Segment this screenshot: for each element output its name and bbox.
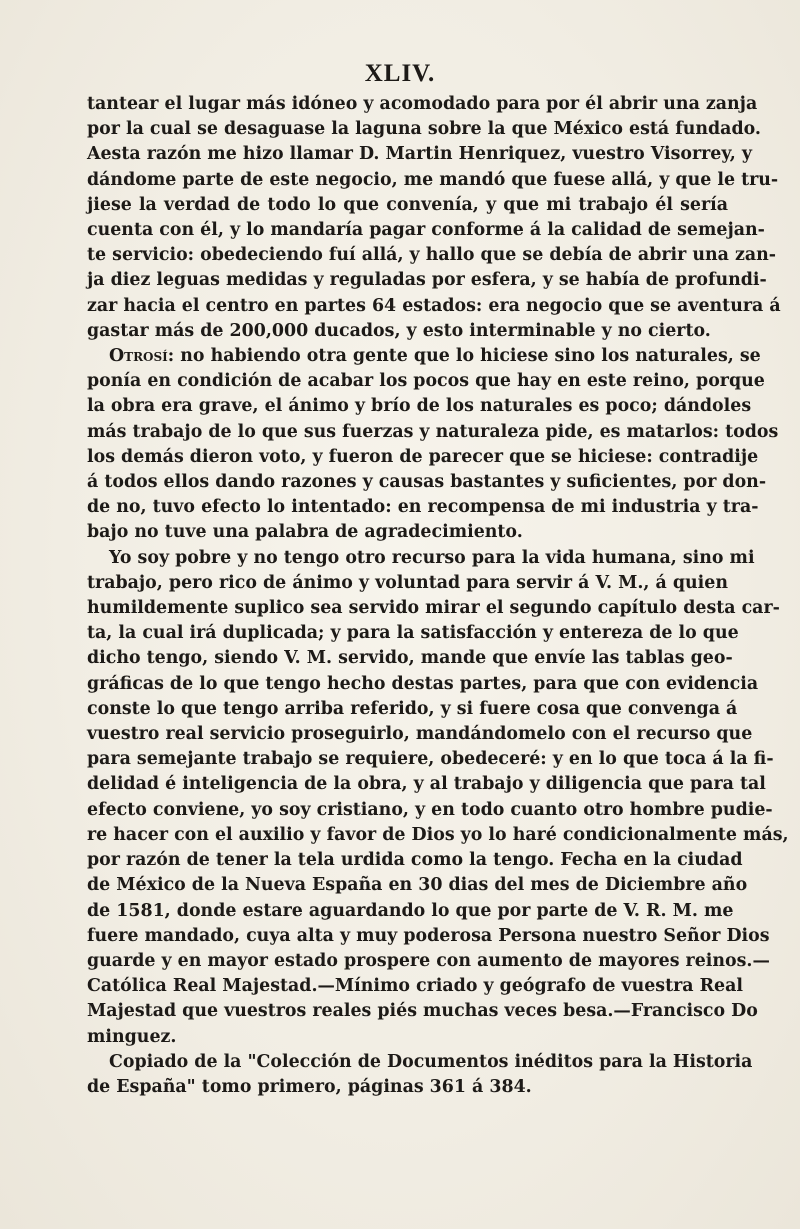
text-line: Yo soy pobre y no tengo otro recurso para la vida humana, sino mi [109, 547, 755, 568]
text-line: conste lo que tengo arriba referido, y si fuere cosa que convenga á [87, 698, 738, 719]
text-line: jiese la verdad de todo lo que convenía, y que mi trabajo él sería [87, 194, 728, 215]
text-line: tantear el lugar más idóneo y acomodado para por él abrir una zanja [87, 94, 758, 114]
text-line: te servicio: obedeciendo fuí allá, y hallo que se debía de abrir una zan- [87, 245, 776, 266]
paragraph-1 [87, 92, 781, 344]
text-line: de México de la Nueva España en 30 dias del mes de Diciembre año [87, 875, 748, 896]
text-line: bajo no tuve una palabra de agradecimiento. [87, 522, 523, 543]
text-line: dicho tengo, siendo V. M. servido, mande que envíe las tablas geo- [87, 648, 733, 669]
text-line: ponía en condición de acabar los pocos que hay en este reino, porque [87, 371, 765, 392]
text-line: Majestad que vuestros reales piés muchas veces besa.—Francisco Do [87, 1001, 758, 1022]
text-line: vuestro real servicio proseguirlo, mandándomelo con el recurso que [87, 724, 753, 745]
text-line: por razón de tener la tela urdida como la tengo. Fecha en la ciudad [87, 850, 743, 871]
text-line: gastar más de 200,000 ducados, y esto interminable y no cierto. [87, 320, 711, 341]
text-line: humildemente suplico sea servido mirar el segundo capítulo desta car- [87, 598, 780, 619]
text-line: ja diez leguas medidas y reguladas por esfera, y se había de profundi- [87, 270, 767, 291]
text-line: guarde y en mayor estado prospere con aumento de mayores reinos.— [87, 950, 770, 971]
text-line: ta, la cual irá duplicada; y para la satisfacción y entereza de lo que [87, 623, 739, 644]
text-line: Católica Real Majestad.—Mínimo criado y geógrafo de vuestra Real [87, 976, 743, 997]
text-line: minguez. [87, 1026, 177, 1047]
text-line: zar hacia el centro en partes 64 estados: era negocio que se aventura á [87, 295, 781, 316]
text-line: más trabajo de lo que sus fuerzas y naturaleza pide, es matarlos: todos [87, 421, 779, 442]
source-note [87, 1050, 753, 1100]
paragraph-lead: Otrosí: [109, 346, 175, 367]
text-line: de España" tomo primero, páginas 361 á 384. [87, 1076, 532, 1097]
text-line: fuere mandado, cuya alta y muy poderosa Persona nuestro Señor Dios [87, 925, 770, 946]
text-line: cuenta con él, y lo mandaría pagar conforme á la calidad de semejan- [87, 220, 765, 241]
text-line: delidad é inteligencia de la obra, y al trabajo y diligencia que para tal [87, 774, 766, 795]
text-line: por la cual se desaguase la laguna sobre la que México está fundado. [87, 119, 761, 140]
text-line: Copiado de la "Colección de Documentos inéditos para la Historia [109, 1051, 753, 1072]
text-line: gráficas de lo que tengo hecho destas partes, para que con evidencia [87, 673, 759, 694]
paragraph-2 [87, 344, 779, 546]
text-line: para semejante trabajo se requiere, obedeceré: y en lo que toca á la fi- [87, 749, 774, 770]
page-number: XLIV. [364, 60, 436, 87]
text-line [87, 344, 761, 369]
text-line: re hacer con el auxilio y favor de Dios yo lo haré condicionalmente más, [87, 824, 789, 845]
text-line: la obra era grave, el ánimo y brío de los naturales es poco; dándoles [87, 396, 752, 417]
text-line: efecto conviene, yo soy cristiano, y en todo cuanto otro hombre pudie- [87, 799, 773, 820]
text-line: dándome parte de este negocio, me mandó que fuese allá, y que le tru- [87, 169, 779, 190]
text-line: Aesta razón me hizo llamar D. Martin Henriquez, vuestro Visorrey, y [87, 144, 753, 165]
paragraph-3 [87, 546, 789, 1050]
text-line: los demás dieron voto, y fueron de parecer que se hiciese: contradije [87, 446, 759, 467]
text-line: de 1581, donde estare aguardando lo que por parte de V. R. M. me [87, 900, 734, 921]
text-line-rest: no habiendo otra gente que lo hiciese sino los naturales, se [174, 346, 761, 367]
body-text [87, 92, 789, 1100]
text-line: á todos ellos dando razones y causas bastantes y suficientes, por don- [87, 472, 767, 493]
text-line: trabajo, pero rico de ánimo y voluntad para servir á V. M., á quien [87, 572, 728, 593]
text-line: de no, tuvo efecto lo intentado: en recompensa de mi industria y tra- [87, 497, 759, 518]
